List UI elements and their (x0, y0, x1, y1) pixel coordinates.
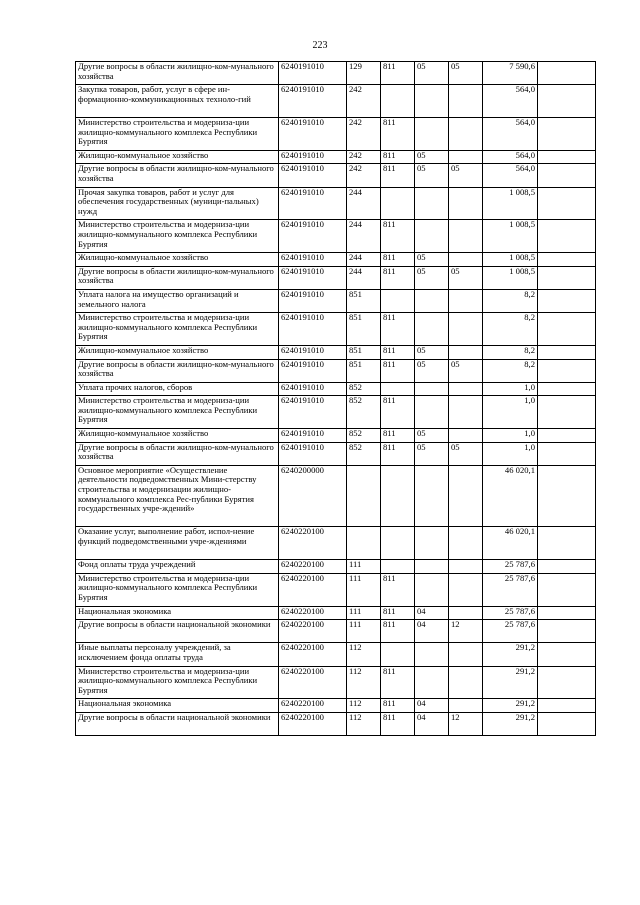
row-expense-type: 852 (347, 442, 381, 465)
row-section: 05 (415, 429, 449, 443)
row-target-code: 6240191010 (279, 289, 347, 312)
table-row (76, 442, 596, 465)
table-row (76, 620, 596, 643)
row-expense-type: 242 (347, 85, 381, 118)
row-expense-type (347, 527, 381, 560)
row-target-code: 6240220100 (279, 560, 347, 574)
row-empty-column (538, 117, 596, 150)
row-ministry-code: 811 (381, 606, 415, 620)
row-section (415, 643, 449, 666)
row-empty-column (538, 345, 596, 359)
row-target-code: 6240191010 (279, 85, 347, 118)
row-ministry-code (381, 465, 415, 527)
row-subsection: 05 (449, 359, 483, 382)
row-expense-type: 244 (347, 220, 381, 253)
row-subsection (449, 85, 483, 118)
table-row (76, 313, 596, 346)
table-row (76, 699, 596, 713)
row-subsection: 05 (449, 266, 483, 289)
row-ministry-code: 811 (381, 164, 415, 187)
row-target-code: 6240220100 (279, 573, 347, 606)
page-number: 223 (312, 40, 328, 51)
row-expense-type: 111 (347, 573, 381, 606)
row-ministry-code (381, 560, 415, 574)
row-empty-column (538, 253, 596, 267)
row-section (415, 117, 449, 150)
row-ministry-code (381, 187, 415, 220)
row-section: 05 (415, 442, 449, 465)
row-subsection (449, 396, 483, 429)
row-expense-type (347, 465, 381, 527)
row-amount: 46 020,1 (483, 527, 538, 560)
row-amount: 564,0 (483, 164, 538, 187)
row-expense-type: 242 (347, 117, 381, 150)
row-expense-type: 112 (347, 666, 381, 699)
row-section: 04 (415, 713, 449, 736)
row-empty-column (538, 606, 596, 620)
row-amount: 291,2 (483, 666, 538, 699)
row-empty-column (538, 220, 596, 253)
row-name: Министерство строительства и модерниза-ции жилищно-коммунального комплекса Республики Бурятия (76, 666, 279, 699)
row-target-code: 6240191010 (279, 187, 347, 220)
row-ministry-code (381, 527, 415, 560)
row-name: Национальная экономика (76, 699, 279, 713)
row-amount: 1 008,5 (483, 266, 538, 289)
table-row (76, 85, 596, 118)
row-name: Другие вопросы в области жилищно-ком-мунального хозяйства (76, 266, 279, 289)
row-ministry-code: 811 (381, 150, 415, 164)
row-target-code: 6240191010 (279, 442, 347, 465)
table-row (76, 666, 596, 699)
row-empty-column (538, 62, 596, 85)
row-subsection: 12 (449, 620, 483, 643)
row-target-code: 6240191010 (279, 429, 347, 443)
row-section: 05 (415, 345, 449, 359)
row-ministry-code (381, 85, 415, 118)
row-ministry-code (381, 643, 415, 666)
row-target-code: 6240191010 (279, 313, 347, 346)
row-name: Жилищно-коммунальное хозяйство (76, 150, 279, 164)
row-amount: 1 008,5 (483, 253, 538, 267)
row-ministry-code: 811 (381, 713, 415, 736)
row-target-code: 6240191010 (279, 382, 347, 396)
row-expense-type: 851 (347, 289, 381, 312)
row-ministry-code: 811 (381, 253, 415, 267)
row-empty-column (538, 359, 596, 382)
row-subsection (449, 220, 483, 253)
row-amount: 291,2 (483, 713, 538, 736)
row-empty-column (538, 313, 596, 346)
row-name: Оказание услуг, выполнение работ, испол-нение функций подведомственными учре-ждениями (76, 527, 279, 560)
row-name: Иные выплаты персоналу учреждений, за исключением фонда оплаты труда (76, 643, 279, 666)
row-target-code: 6240191010 (279, 266, 347, 289)
row-subsection (449, 253, 483, 267)
row-name: Другие вопросы в области жилищно-ком-мунального хозяйства (76, 164, 279, 187)
row-subsection (449, 527, 483, 560)
row-section: 04 (415, 620, 449, 643)
row-empty-column (538, 164, 596, 187)
row-amount: 8,2 (483, 345, 538, 359)
row-expense-type: 852 (347, 382, 381, 396)
row-target-code: 6240220100 (279, 620, 347, 643)
row-expense-type: 851 (347, 345, 381, 359)
row-expense-type: 851 (347, 359, 381, 382)
row-name: Министерство строительства и модерниза-ции жилищно-коммунального комплекса Республики Бурятия (76, 220, 279, 253)
row-amount: 8,2 (483, 289, 538, 312)
row-amount: 1,0 (483, 429, 538, 443)
table-row (76, 164, 596, 187)
row-ministry-code (381, 289, 415, 312)
table-row (76, 396, 596, 429)
row-empty-column (538, 465, 596, 527)
row-amount: 564,0 (483, 85, 538, 118)
row-expense-type: 242 (347, 164, 381, 187)
row-amount: 25 787,6 (483, 560, 538, 574)
row-ministry-code: 811 (381, 359, 415, 382)
row-expense-type: 112 (347, 713, 381, 736)
row-amount: 25 787,6 (483, 620, 538, 643)
row-amount: 1,0 (483, 442, 538, 465)
table-row (76, 266, 596, 289)
row-target-code: 6240191010 (279, 345, 347, 359)
row-amount: 291,2 (483, 699, 538, 713)
row-name: Национальная экономика (76, 606, 279, 620)
row-empty-column (538, 85, 596, 118)
row-name: Министерство строительства и модерниза-ции жилищно-коммунального комплекса Республики Бурятия (76, 573, 279, 606)
row-subsection: 12 (449, 713, 483, 736)
row-empty-column (538, 699, 596, 713)
table-row (76, 606, 596, 620)
row-subsection (449, 643, 483, 666)
table-row (76, 220, 596, 253)
row-empty-column (538, 713, 596, 736)
budget-table-body (76, 62, 596, 736)
row-section: 05 (415, 359, 449, 382)
row-name: Прочая закупка товаров, работ и услуг для обеспечения государственных (муници-пальных) нужд (76, 187, 279, 220)
row-expense-type: 244 (347, 266, 381, 289)
row-amount: 1,0 (483, 382, 538, 396)
row-expense-type: 112 (347, 699, 381, 713)
table-row (76, 429, 596, 443)
row-section (415, 85, 449, 118)
row-name: Другие вопросы в области национальной экономики (76, 620, 279, 643)
row-target-code: 6240200000 (279, 465, 347, 527)
table-row (76, 150, 596, 164)
row-amount: 8,2 (483, 313, 538, 346)
row-subsection (449, 117, 483, 150)
row-section (415, 560, 449, 574)
row-name: Другие вопросы в области национальной экономики (76, 713, 279, 736)
row-target-code: 6240191010 (279, 253, 347, 267)
row-subsection: 05 (449, 442, 483, 465)
table-row (76, 117, 596, 150)
row-section (415, 527, 449, 560)
row-empty-column (538, 150, 596, 164)
table-row (76, 465, 596, 527)
table-row (76, 289, 596, 312)
row-empty-column (538, 573, 596, 606)
row-ministry-code: 811 (381, 62, 415, 85)
table-row (76, 643, 596, 666)
table-row (76, 527, 596, 560)
row-expense-type: 851 (347, 313, 381, 346)
row-empty-column (538, 266, 596, 289)
row-section: 05 (415, 266, 449, 289)
budget-table (75, 61, 596, 736)
row-target-code: 6240191010 (279, 150, 347, 164)
row-empty-column (538, 527, 596, 560)
row-section (415, 313, 449, 346)
row-subsection (449, 187, 483, 220)
row-amount: 291,2 (483, 643, 538, 666)
row-name: Жилищно-коммунальное хозяйство (76, 253, 279, 267)
row-subsection: 05 (449, 164, 483, 187)
row-subsection (449, 465, 483, 527)
row-subsection: 05 (449, 62, 483, 85)
row-expense-type: 852 (347, 396, 381, 429)
row-ministry-code: 811 (381, 666, 415, 699)
row-subsection (449, 699, 483, 713)
row-empty-column (538, 396, 596, 429)
row-name: Министерство строительства и модерниза-ции жилищно-коммунального комплекса Республики Бурятия (76, 117, 279, 150)
row-section: 05 (415, 164, 449, 187)
table-row (76, 573, 596, 606)
row-name: Другие вопросы в области жилищно-ком-мунального хозяйства (76, 442, 279, 465)
row-expense-type: 129 (347, 62, 381, 85)
row-section: 05 (415, 253, 449, 267)
row-ministry-code: 811 (381, 429, 415, 443)
row-ministry-code: 811 (381, 345, 415, 359)
row-name: Уплата налога на имущество организаций и земельного налога (76, 289, 279, 312)
table-row (76, 345, 596, 359)
row-target-code: 6240191010 (279, 359, 347, 382)
row-target-code: 6240220100 (279, 666, 347, 699)
row-ministry-code: 811 (381, 620, 415, 643)
row-section (415, 187, 449, 220)
row-empty-column (538, 620, 596, 643)
row-section: 04 (415, 606, 449, 620)
row-expense-type: 111 (347, 560, 381, 574)
row-ministry-code: 811 (381, 573, 415, 606)
table-row (76, 359, 596, 382)
row-subsection (449, 382, 483, 396)
row-empty-column (538, 382, 596, 396)
row-section (415, 396, 449, 429)
row-name: Фонд оплаты труда учреждений (76, 560, 279, 574)
row-section (415, 666, 449, 699)
row-target-code: 6240191010 (279, 396, 347, 429)
row-section: 04 (415, 699, 449, 713)
row-amount: 1 008,5 (483, 187, 538, 220)
row-amount: 46 020,1 (483, 465, 538, 527)
row-ministry-code (381, 382, 415, 396)
row-subsection (449, 573, 483, 606)
row-target-code: 6240220100 (279, 643, 347, 666)
row-name: Жилищно-коммунальное хозяйство (76, 345, 279, 359)
row-ministry-code: 811 (381, 117, 415, 150)
row-empty-column (538, 666, 596, 699)
row-section (415, 382, 449, 396)
table-row (76, 62, 596, 85)
row-ministry-code: 811 (381, 220, 415, 253)
row-empty-column (538, 429, 596, 443)
row-ministry-code: 811 (381, 313, 415, 346)
row-expense-type: 111 (347, 606, 381, 620)
row-target-code: 6240220100 (279, 699, 347, 713)
row-expense-type: 244 (347, 187, 381, 220)
row-section: 05 (415, 150, 449, 164)
row-ministry-code: 811 (381, 699, 415, 713)
row-expense-type: 852 (347, 429, 381, 443)
row-target-code: 6240191010 (279, 220, 347, 253)
row-section (415, 465, 449, 527)
row-target-code: 6240191010 (279, 62, 347, 85)
table-row (76, 560, 596, 574)
row-section (415, 289, 449, 312)
row-target-code: 6240191010 (279, 164, 347, 187)
row-amount: 564,0 (483, 150, 538, 164)
row-expense-type: 244 (347, 253, 381, 267)
row-amount: 1,0 (483, 396, 538, 429)
row-section (415, 573, 449, 606)
row-empty-column (538, 643, 596, 666)
row-name: Министерство строительства и модерниза-ции жилищно-коммунального комплекса Республики Бурятия (76, 313, 279, 346)
row-name: Другие вопросы в области жилищно-ком-мунального хозяйства (76, 359, 279, 382)
row-target-code: 6240191010 (279, 117, 347, 150)
row-name: Министерство строительства и модерниза-ции жилищно-коммунального комплекса Республики Бурятия (76, 396, 279, 429)
table-row (76, 382, 596, 396)
row-subsection (449, 289, 483, 312)
row-empty-column (538, 187, 596, 220)
row-empty-column (538, 442, 596, 465)
row-subsection (449, 560, 483, 574)
row-amount: 7 590,6 (483, 62, 538, 85)
table-row (76, 253, 596, 267)
row-amount: 25 787,6 (483, 573, 538, 606)
row-amount: 564,0 (483, 117, 538, 150)
table-row (76, 713, 596, 736)
row-target-code: 6240220100 (279, 713, 347, 736)
row-name: Основное мероприятие «Осуществление деятельности подведомственных Мини-стерству строительства и модернизации жилищно-коммунального комплекса Рес-публики Бурятия государственных учре-ждений» (76, 465, 279, 527)
row-name: Жилищно-коммунальное хозяйство (76, 429, 279, 443)
row-ministry-code: 811 (381, 442, 415, 465)
row-subsection (449, 345, 483, 359)
row-amount: 25 787,6 (483, 606, 538, 620)
row-amount: 8,2 (483, 359, 538, 382)
row-empty-column (538, 289, 596, 312)
row-section: 05 (415, 62, 449, 85)
row-name: Закупка товаров, работ, услуг в сфере ин-формационно-коммуникационных техноло-гий (76, 85, 279, 118)
table-row (76, 187, 596, 220)
row-subsection (449, 429, 483, 443)
row-ministry-code: 811 (381, 396, 415, 429)
row-name: Уплата прочих налогов, сборов (76, 382, 279, 396)
row-subsection (449, 606, 483, 620)
row-subsection (449, 666, 483, 699)
row-expense-type: 111 (347, 620, 381, 643)
row-amount: 1 008,5 (483, 220, 538, 253)
row-target-code: 6240220100 (279, 527, 347, 560)
row-expense-type: 242 (347, 150, 381, 164)
row-name: Другие вопросы в области жилищно-ком-мунального хозяйства (76, 62, 279, 85)
row-target-code: 6240220100 (279, 606, 347, 620)
row-empty-column (538, 560, 596, 574)
row-subsection (449, 313, 483, 346)
row-ministry-code: 811 (381, 266, 415, 289)
row-section (415, 220, 449, 253)
row-subsection (449, 150, 483, 164)
row-expense-type: 112 (347, 643, 381, 666)
